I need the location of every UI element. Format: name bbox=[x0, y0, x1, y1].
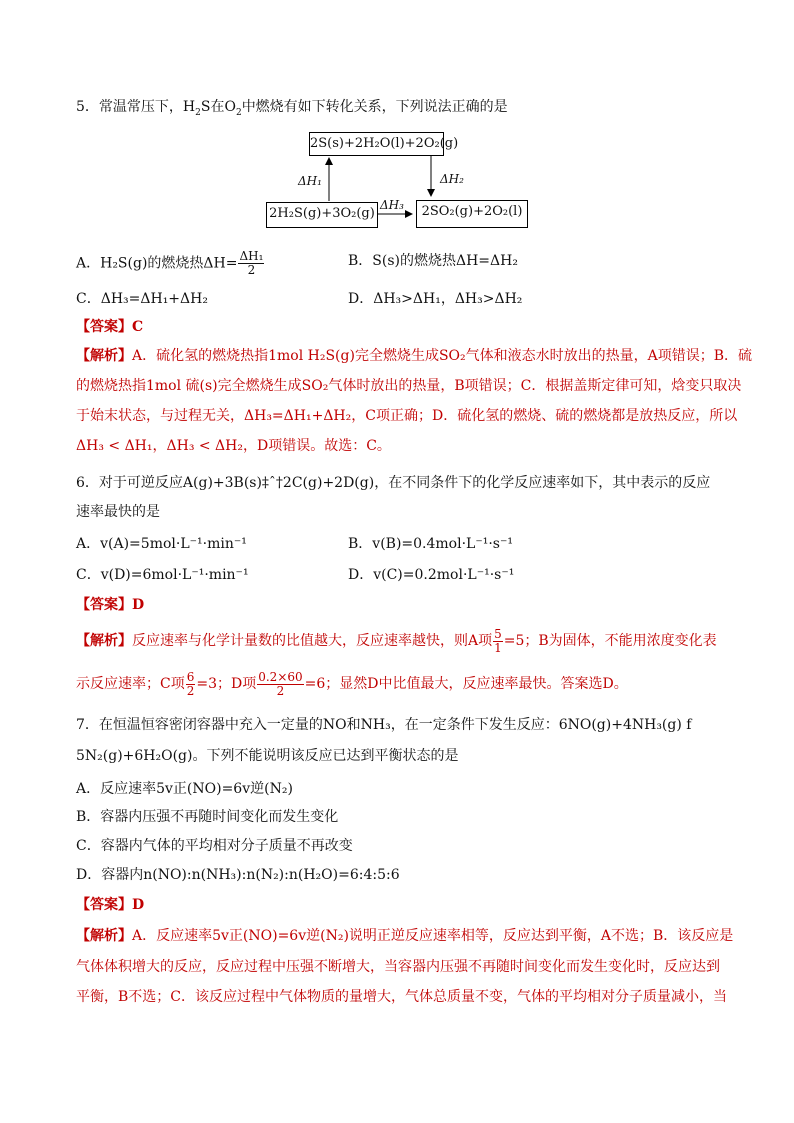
q5-explanation-line-3: 于始末状态，与过程无关，ΔH₃=ΔH₁+ΔH₂，C项正确；D．硫化氢的燃烧、硫的燃烧都是放热反应，所以 bbox=[76, 408, 738, 424]
q5-option-c: C．ΔH₃=ΔH₁+ΔH₂ bbox=[76, 291, 208, 307]
q7-stem-line-1: 7．在恒温恒容密闭容器中充入一定量的NO和NH₃，在一定条件下发生反应：6NO(g)+4NH₃(g) f bbox=[76, 717, 692, 733]
q5-explanation-line-4: ΔH₃ < ΔH₁，ΔH₃ < ΔH₂，D项错误。故选：C。 bbox=[76, 438, 391, 454]
q7-explanation-line-2: 气体体积增大的反应，反应过程中压强不断增大，当容器内压强不再随时间变化而发生变化时，反应达到 bbox=[76, 959, 720, 975]
q7-stem-line-2: 5N₂(g)+6H₂O(g)。下列不能说明该反应已达到平衡状态的是 bbox=[76, 748, 459, 764]
label-dh3: ΔH₃ bbox=[380, 198, 404, 212]
q5-stem: 5．常温常压下，$H_2S$在$O_2$中燃烧有如下转化关系，下列说法正确的是 bbox=[76, 99, 508, 118]
diagram-top-box: 2S(s)+2H₂O(l)+2O₂(g) bbox=[309, 132, 444, 156]
q5-option-b: B．S(s)的燃烧热ΔH=ΔH₂ bbox=[348, 253, 518, 269]
q7-answer: 【答案】D bbox=[76, 897, 145, 913]
q5-explanation-line-1: 【解析】A．硫化氢的燃烧热指1mol H₂S(g)完全燃烧生成SO₂气体和液态水时放出的热量，A项错误；B．硫 bbox=[76, 348, 753, 364]
q6-option-d: D．v(C)=0.2mol·L⁻¹·s⁻¹ bbox=[348, 567, 515, 583]
q7-option-b: B．容器内压强不再随时间变化而发生变化 bbox=[76, 809, 339, 825]
q6-option-b: B．v(B)=0.4mol·L⁻¹·s⁻¹ bbox=[348, 536, 513, 552]
label-dh1: ΔH₁ bbox=[298, 174, 322, 188]
q6-option-a: A．v(A)=5mol·L⁻¹·min⁻¹ bbox=[76, 536, 247, 552]
diagram-left-box: 2H₂S(g)+3O₂(g) bbox=[266, 202, 378, 228]
q7-explanation-line-3: 平衡，B不选；C．该反应过程中气体物质的量增大，气体总质量不变，气体的平均相对分子质量减小，当 bbox=[76, 989, 727, 1005]
q6-answer: 【答案】D bbox=[76, 597, 145, 613]
q7-option-c: C．容器内气体的平均相对分子质量不再改变 bbox=[76, 838, 353, 854]
q6-stem-line-1: 6．对于可逆反应A(g)+3B(s)‡ˆ†2C(g)+2D(g)，在不同条件下的化学反应速率如下，其中表示的反应 bbox=[76, 475, 711, 491]
q7-option-d: D．容器内n(NO):n(NH₃):n(N₂):n(H₂O)=6:4:5:6 bbox=[76, 867, 400, 883]
q5-option-a: A．H₂S(g)的燃烧热ΔH= $\frac{\text{ΔH₁}}{2}$ bbox=[76, 249, 264, 277]
q5-explanation-line-2: 的燃烧热指1mol 硫(s)完全燃烧生成SO₂气体时放出的热量，B项错误；C．根据盖斯定律可知，焓变只取决 bbox=[76, 378, 742, 394]
q6-explanation-line-2: 示反应速率；C项 $\frac{6}{2}$ =3；D项 $\frac{0.2\times 60}{2}$ =6；显然D中比值最大，反应速率最快。答案选D。 bbox=[76, 669, 628, 698]
q6-fraction-c: $\frac{6}{2}$ bbox=[186, 669, 195, 698]
diagram-right-box: 2SO₂(g)+2O₂(l) bbox=[416, 200, 528, 228]
q6-stem-line-2: 速率最快的是 bbox=[76, 504, 160, 520]
label-dh2: ΔH₂ bbox=[440, 172, 464, 186]
q5-option-a-fraction: $\frac{\text{ΔH₁}}{2}$ bbox=[239, 249, 264, 277]
q6-option-c: C．v(D)=6mol·L⁻¹·min⁻¹ bbox=[76, 567, 249, 583]
q5-option-d: D．ΔH₃>ΔH₁，ΔH₃>ΔH₂ bbox=[348, 291, 523, 307]
q6-explanation-line-1: 【解析】反应速率与化学计量数的比值越大，反应速率越快，则A项 $\frac{5}{1}$ =5；B为固体，不能用浓度变化表 bbox=[76, 626, 717, 655]
q7-explanation-line-1: 【解析】A．反应速率5v正(NO)=6v逆(N₂)说明正逆反应速率相等，反应达到平衡，A不选；B．该反应是 bbox=[76, 928, 734, 944]
q7-option-a: A．反应速率5v正(NO)=6v逆(N₂) bbox=[76, 781, 293, 797]
q6-fraction-d: $\frac{0.2\times 60}{2}$ bbox=[258, 669, 303, 698]
q5-answer: 【答案】C bbox=[76, 319, 144, 335]
q6-fraction-a: $\frac{5}{1}$ bbox=[494, 626, 502, 655]
